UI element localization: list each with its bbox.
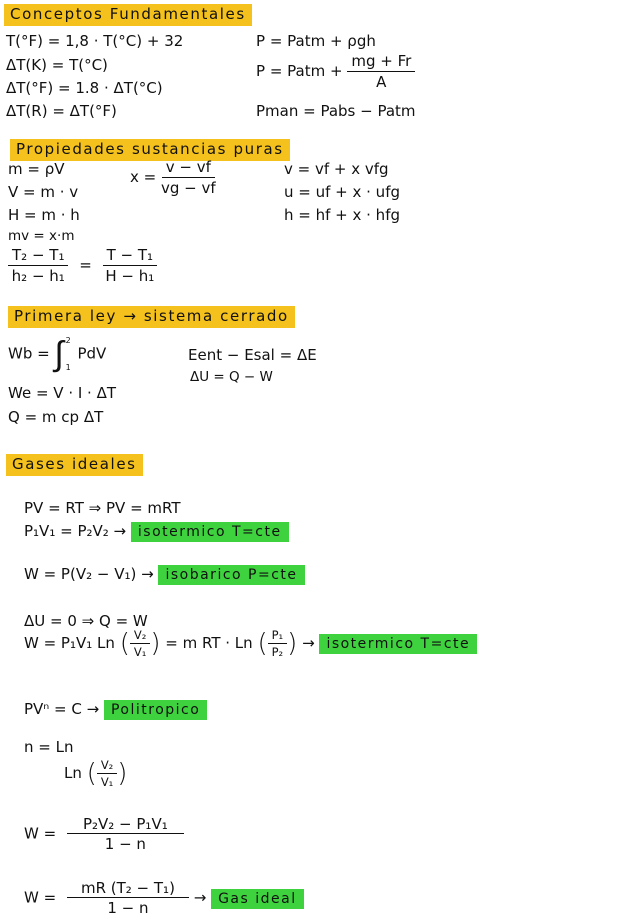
fraction [97,758,117,789]
eq-electrical-work: We = V · I · ΔT [8,384,117,402]
numerator: P₂V₂ − P₁V₁ [67,815,184,834]
eq-polytropic-exponent [24,738,127,789]
numerator: V₂ [130,628,150,644]
denominator: P₂ [271,645,284,659]
eq-polytropic-formula: PVⁿ = C → [24,700,100,718]
eq-isothermal-work-lhs: W = P₁V₁ Ln [24,634,115,652]
numerator: v − vf [162,158,215,178]
eq-polytropic-exponent-top: n = Ln [24,738,74,756]
fraction [161,158,216,197]
eq-isothermal-work-mid: = m RT · Ln [165,634,253,652]
highlight-isotermico: isotermico T=cte [131,522,289,542]
fraction [67,879,189,917]
eq-polytropic-exponent-den [64,758,127,789]
eq-ideal-gas-law: PV = RT ⇒ PV = mRT [24,499,181,517]
fraction [103,246,157,285]
fraction [268,628,288,659]
eq-volume: V = m · v [8,183,79,201]
eq-isobaric [24,565,305,585]
ln-label: Ln [64,764,82,782]
eq-polytropic-work-lhs: W = [24,824,57,843]
arrow: → [302,634,315,652]
paren-close: ) [150,628,161,659]
eq-fahrenheit: T(°F) = 1,8 · T(°C) + 32 [6,32,184,50]
denominator: H − h₁ [105,267,155,285]
eq-enthalpy-mix: h = hf + x · hfg [284,206,400,224]
integral-lower-limit: 1 [65,363,71,372]
paren-open: ( [86,758,97,789]
integral-upper-limit: 2 [65,336,71,345]
eq-pressure-force-lhs: P = Patm + [256,62,343,80]
eq-delta-kelvin: ΔT(K) = T(°C) [6,56,108,74]
paren-open: ( [119,628,130,659]
denominator: 1 − n [104,835,146,853]
eq-pressure-hydrostatic: P = Patm + ρgh [256,32,376,50]
eq-pressure-force [256,52,415,91]
denominator: V₁ [100,775,114,789]
numerator: V₂ [97,758,117,774]
eq-gauge-pressure: Pman = Pabs − Patm [256,102,416,120]
section-header-primera-ley: Primera ley → sistema cerrado [8,306,295,328]
highlight-politropico: Politropico [104,700,207,720]
highlight-isotermico-2: isotermico T=cte [319,634,477,654]
numerator: mR (T₂ − T₁) [67,879,189,898]
eq-delta-rankine: ΔT(R) = ΔT(°F) [6,102,117,120]
eq-quality [130,158,216,197]
eq-first-law: ΔU = Q − W [190,369,273,385]
section-header-gases-ideales: Gases ideales [6,454,143,476]
fraction [130,628,150,659]
eq-polytropic-work [24,815,184,853]
integral-limits [66,336,71,372]
eq-internal-energy-mix: u = uf + x · ufg [284,183,400,201]
denominator: vg − vf [161,179,216,197]
eq-delta-fahrenheit: ΔT(°F) = 1.8 · ΔT(°C) [6,79,163,97]
denominator: V₁ [133,645,147,659]
paren-close: ) [117,758,128,789]
numerator: P₁ [268,628,288,644]
eq-enthalpy: H = m · h [8,206,80,224]
eq-interpolation [8,246,157,285]
fraction [67,815,184,853]
highlight-isobarico: isobarico P=cte [158,565,304,585]
section-header-propiedades: Propiedades sustancias puras [10,139,290,161]
eq-heat: Q = m cp ΔT [8,408,104,426]
eq-energy-balance: Eent − Esal = ΔE [188,346,317,364]
integral-sign: ∫ [54,334,64,374]
eq-polytropic [24,700,207,720]
denominator: 1 − n [107,899,149,917]
eq-polytropic-work-ideal-gas [24,879,304,917]
eq-isobaric-formula: W = P(V₂ − V₁) → [24,565,154,583]
eq-specific-volume-mix: v = vf + x vfg [284,160,389,178]
numerator: T₂ − T₁ [8,246,68,266]
paren-close: ) [287,628,298,659]
eq-boundary-work [8,336,106,372]
eq-vapor-mass: mv = x·m [8,228,75,244]
denominator: A [376,73,387,91]
eq-isothermal-work [24,628,477,659]
denominator: h₂ − h₁ [11,267,65,285]
eq-internal-energy-zero: ΔU = 0 ⇒ Q = W [24,612,148,630]
arrow: → [193,888,207,907]
section-header-conceptos: Conceptos Fundamentales [4,4,252,26]
integrand: PdV [77,344,107,363]
eq-quality-lhs: x = [130,168,157,186]
eq-isothermal [24,522,289,542]
eq-mass-density: m = ρV [8,160,65,178]
numerator: T − T₁ [103,246,157,266]
fraction [347,52,415,91]
equals-sign: = [79,256,92,274]
eq-polytropic-work-ideal-lhs: W = [24,888,57,907]
eq-isothermal-formula: P₁V₁ = P₂V₂ → [24,522,127,540]
paren-open: ( [257,628,268,659]
fraction [8,246,68,285]
highlight-gas-ideal: Gas ideal [211,889,304,909]
numerator: mg + Fr [347,52,415,72]
eq-boundary-work-lhs: Wb = [8,344,50,363]
